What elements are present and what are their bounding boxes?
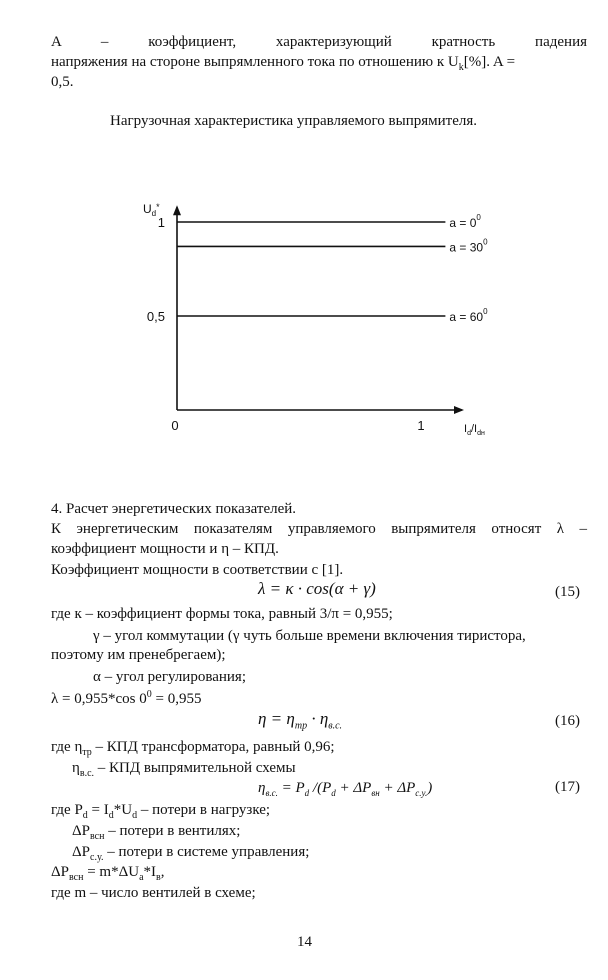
y-tick-label: 0,5 xyxy=(146,309,165,324)
section-p2: Коэффициент мощности в соответствии с [1]. xyxy=(51,562,344,578)
dp-calc-line: $\Delta P_{всн} = m*\Delta U_a*I_в$, xyxy=(51,864,165,883)
equation-15-number: (15) xyxy=(555,584,580,600)
series-label: $a = 0^0$ xyxy=(449,213,481,230)
intro-line-1: A – коэффициент, характеризующий кратность падения xyxy=(51,34,587,50)
alpha-line: α – угол регулирования; xyxy=(93,669,247,685)
x-tick-label: 0 xyxy=(171,418,179,433)
series-label: $a = 60^0$ xyxy=(449,307,488,324)
equation-17-number: (17) xyxy=(555,779,580,795)
x-axis-arrow xyxy=(454,406,464,414)
where-kappa: где к – коэффициент формы тока, равный 3/π = 0,955; xyxy=(51,606,393,622)
x-axis-label: $I_d/I_{dн}$ xyxy=(464,423,485,437)
y-tick-label: 1 xyxy=(157,215,165,230)
dp-vn-line: $\Delta P_{всн}$ – потери в вентилях; xyxy=(72,823,241,842)
equation-15: λ = κ · cos(α + γ) xyxy=(258,579,376,598)
section-p1-line2: коэффициент мощности и η – КПД. xyxy=(51,541,279,557)
y-axis-arrow xyxy=(173,205,181,215)
section-p1-line1: К энергетическим показателям управляемого выпрямителя относят λ – xyxy=(51,521,587,537)
eta-vs-line: $\eta_{в.с.}$ – КПД выпрямительной схемы xyxy=(72,760,296,779)
load-characteristic-chart xyxy=(0,180,608,480)
equation-16: $\eta = \eta_{тр} \cdot \eta_{в.с.}$ xyxy=(258,709,343,732)
chart-caption: Нагрузочная характеристика управляемого выпрямителя. xyxy=(110,113,478,129)
series-label: $a = 30^0$ xyxy=(449,237,488,255)
m-line: где m – число вентилей в схеме; xyxy=(51,885,256,901)
intro-line-2: напряжения на стороне выпрямленного тока по отношению к $U_k[\%]$. A = xyxy=(51,54,516,73)
dp-su-line: $\Delta P_{с.у.}$ – потери в системе управления; xyxy=(72,844,310,863)
x-tick-label: 1 xyxy=(417,418,425,433)
section-heading: 4. Расчет энергетических показателей. xyxy=(51,501,297,517)
lambda-calc: λ = 0,955*cos $0^0 = 0,955$ xyxy=(51,689,202,707)
gamma-line-1: γ – угол коммутации (γ чуть больше времени включения тиристора, xyxy=(93,628,526,644)
equation-17: $\eta_{в.с.} = P_d$ $/(P_d + \Delta P_{вн} + \Delta P_{с.у.})$ xyxy=(258,780,433,798)
intro-line-3: 0,5. xyxy=(51,74,74,90)
page-number: 14 xyxy=(297,934,312,950)
equation-16-number: (16) xyxy=(555,713,580,729)
pd-line: где $P_d = I_d*U_d$ – потери в нагрузке; xyxy=(51,802,271,821)
y-axis-label: $U_d^*$ xyxy=(143,202,160,219)
eta-tr-line: где $\eta_{тр}$ – КПД трансформатора, равный 0,96; xyxy=(51,739,335,758)
gamma-line-2: поэтому им пренебрегаем); xyxy=(51,647,226,663)
